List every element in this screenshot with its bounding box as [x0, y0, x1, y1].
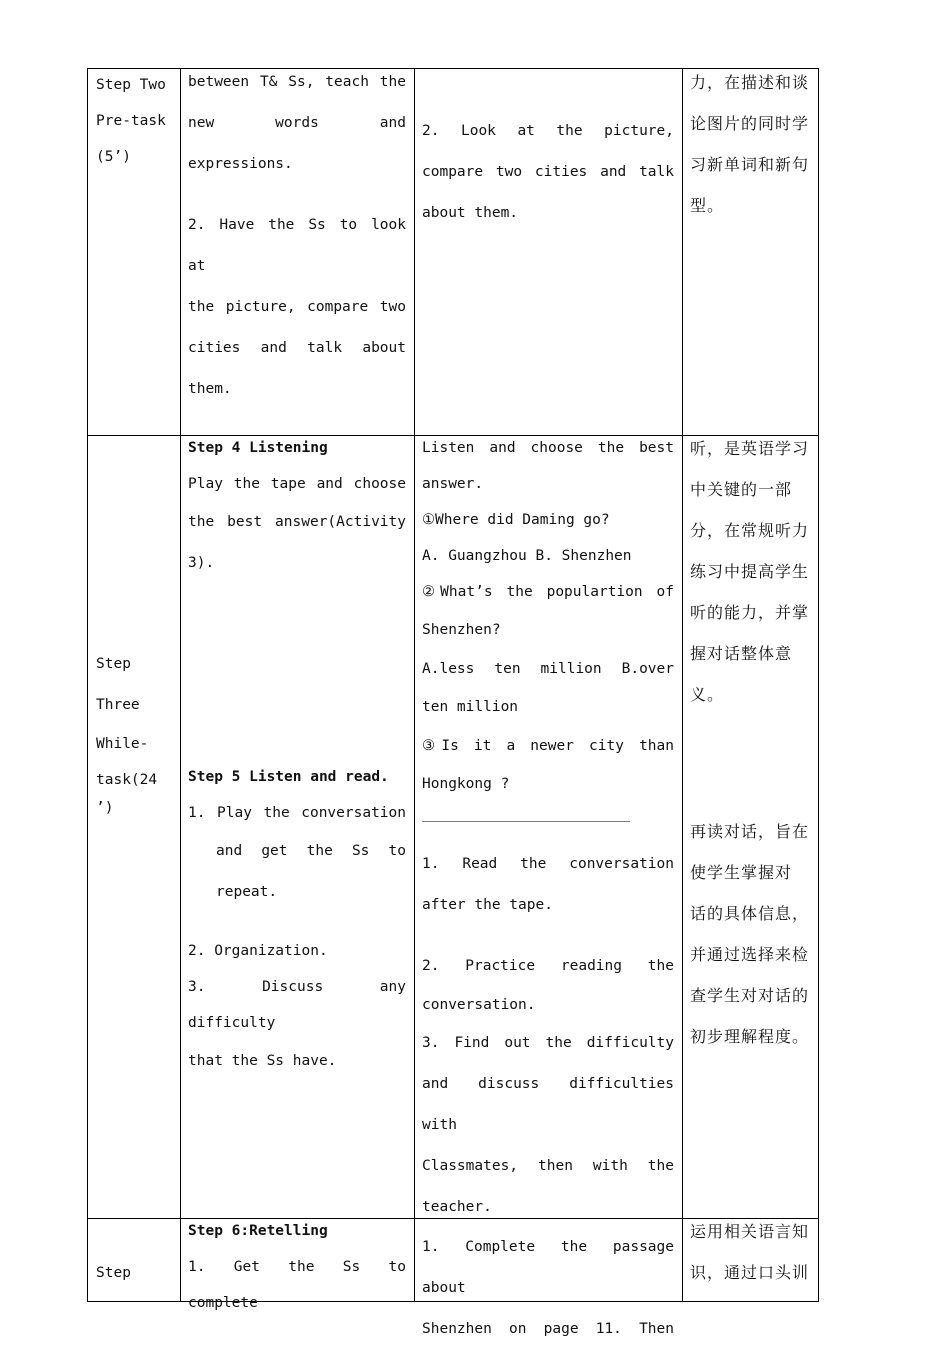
purpose-line: 运用相关语言知	[690, 1222, 810, 1241]
students-line: 2. Practice reading the	[422, 958, 674, 974]
step-label: Step	[96, 656, 131, 672]
purpose-line: 练习中提高学生	[690, 562, 810, 581]
teacher-line: and get the Ss to	[216, 843, 406, 859]
students-line: Shenzhen on page 11. Then	[422, 1321, 674, 1337]
column-divider	[682, 69, 683, 1301]
teacher-line: 1. Get the Ss to complete	[188, 1259, 406, 1311]
question-1-options: A. Guangzhou B. Shenzhen	[422, 548, 632, 564]
students-line: 1. Complete the passage about	[422, 1239, 674, 1296]
teacher-line: that the Ss have.	[188, 1053, 337, 1069]
question-3: Hongkong ?	[422, 776, 510, 792]
teacher-line: cities and talk about	[188, 340, 406, 356]
teacher-line: 3. Discuss any difficulty	[188, 979, 406, 1031]
students-line: teacher.	[422, 1199, 492, 1215]
purpose-line: 论图片的同时学	[690, 114, 810, 133]
students-line: Classmates, then with the	[422, 1158, 674, 1174]
students-line: after the tape.	[422, 897, 553, 913]
purpose-line: 识，通过口头训	[690, 1263, 810, 1282]
students-line: 1. Read the conversation	[422, 856, 674, 872]
row2-purpose-a	[690, 428, 814, 715]
step-label: Step	[96, 1265, 131, 1281]
question-2-options: ten million	[422, 699, 519, 715]
purpose-line: 力，在描述和谈	[690, 73, 810, 92]
students-line: 2. Look at the picture,	[422, 123, 674, 139]
students-line: compare two cities and talk	[422, 164, 674, 180]
students-line: 3. Find out the difficulty	[422, 1035, 674, 1051]
teacher-line: 2. Organization.	[188, 943, 328, 959]
step-label: While-	[96, 736, 149, 752]
row3-teacher-cell	[188, 1213, 406, 1321]
purpose-line: 握对话整体意	[690, 644, 793, 663]
teacher-line: between T& Ss, teach the	[188, 74, 406, 90]
question-2: ②What’s the populartion of	[422, 584, 674, 600]
students-line: answer.	[422, 476, 484, 492]
teacher-line: 3).	[188, 555, 215, 571]
purpose-line: 话的具体信息，	[690, 904, 810, 923]
question-3: ③Is it a newer city than	[422, 738, 674, 754]
row1-step-cell	[96, 67, 176, 175]
teacher-line: 2. Have the Ss to look at	[188, 217, 406, 274]
teacher-line: new words and	[188, 115, 406, 131]
purpose-line: 查学生对对话的	[690, 986, 810, 1005]
purpose-line: 使学生掌握对	[690, 863, 793, 882]
purpose-line: 义。	[690, 685, 725, 704]
step6-title: Step 6:Retelling	[188, 1223, 328, 1239]
purpose-line: 初步理解程度。	[690, 1027, 810, 1046]
row1-teacher-cell	[188, 62, 406, 410]
lesson-plan-table	[87, 68, 819, 1337]
step-label: Three	[96, 697, 140, 713]
row3-purpose-cell	[690, 1211, 814, 1293]
step-label: (5’)	[96, 149, 131, 165]
teacher-line: 1. Play the conversation	[188, 805, 406, 821]
step4-title: Step 4 Listening	[188, 440, 328, 456]
teacher-line: the best answer(Activity	[188, 514, 406, 530]
question-2: Shenzhen?	[422, 622, 501, 638]
purpose-line: 习新单词和新句	[690, 155, 810, 174]
row2-step-cell	[96, 644, 176, 826]
teacher-line: the picture, compare two	[188, 299, 406, 315]
purpose-line: 型。	[690, 196, 725, 215]
step5-title: Step 5 Listen and read.	[188, 769, 389, 785]
students-line: about them.	[422, 205, 519, 221]
question-1: ①Where did Daming go?	[422, 512, 610, 528]
row3-students-cell	[422, 1227, 674, 1350]
purpose-line: 听，是英语学习	[690, 439, 810, 458]
students-line: and discuss difficulties with	[422, 1076, 674, 1133]
column-divider	[180, 69, 181, 1301]
students-line: conversation.	[422, 997, 536, 1013]
row2-teacher-step5	[188, 759, 406, 1082]
row1-students-cell	[422, 111, 674, 234]
row3-step-cell	[96, 1253, 176, 1294]
teacher-line: repeat.	[216, 884, 278, 900]
step-label: ’)	[96, 800, 114, 816]
teacher-line: them.	[188, 381, 232, 397]
purpose-line: 并通过选择来检	[690, 945, 810, 964]
row1-purpose-cell	[690, 62, 814, 226]
students-line: Listen and choose the best	[422, 440, 674, 456]
teacher-line: Play the tape and choose	[188, 476, 406, 492]
purpose-line: 分，在常规听力	[690, 521, 810, 540]
row2-teacher-step4	[188, 430, 406, 584]
step-label: task(24	[96, 772, 158, 788]
teacher-line: expressions.	[188, 156, 293, 172]
row2-students-cell	[422, 430, 674, 1228]
step-label: Step Two	[96, 77, 166, 93]
purpose-line: 中关键的一部	[690, 480, 793, 499]
purpose-line: 再读对话，旨在	[690, 822, 810, 841]
column-divider	[414, 69, 415, 1301]
row2-purpose-b	[690, 811, 814, 1057]
question-2-options: A.less ten million B.over	[422, 661, 674, 677]
step-label: Pre-task	[96, 113, 166, 129]
purpose-line: 听的能力，并掌	[690, 603, 810, 622]
answer-line	[422, 821, 630, 822]
